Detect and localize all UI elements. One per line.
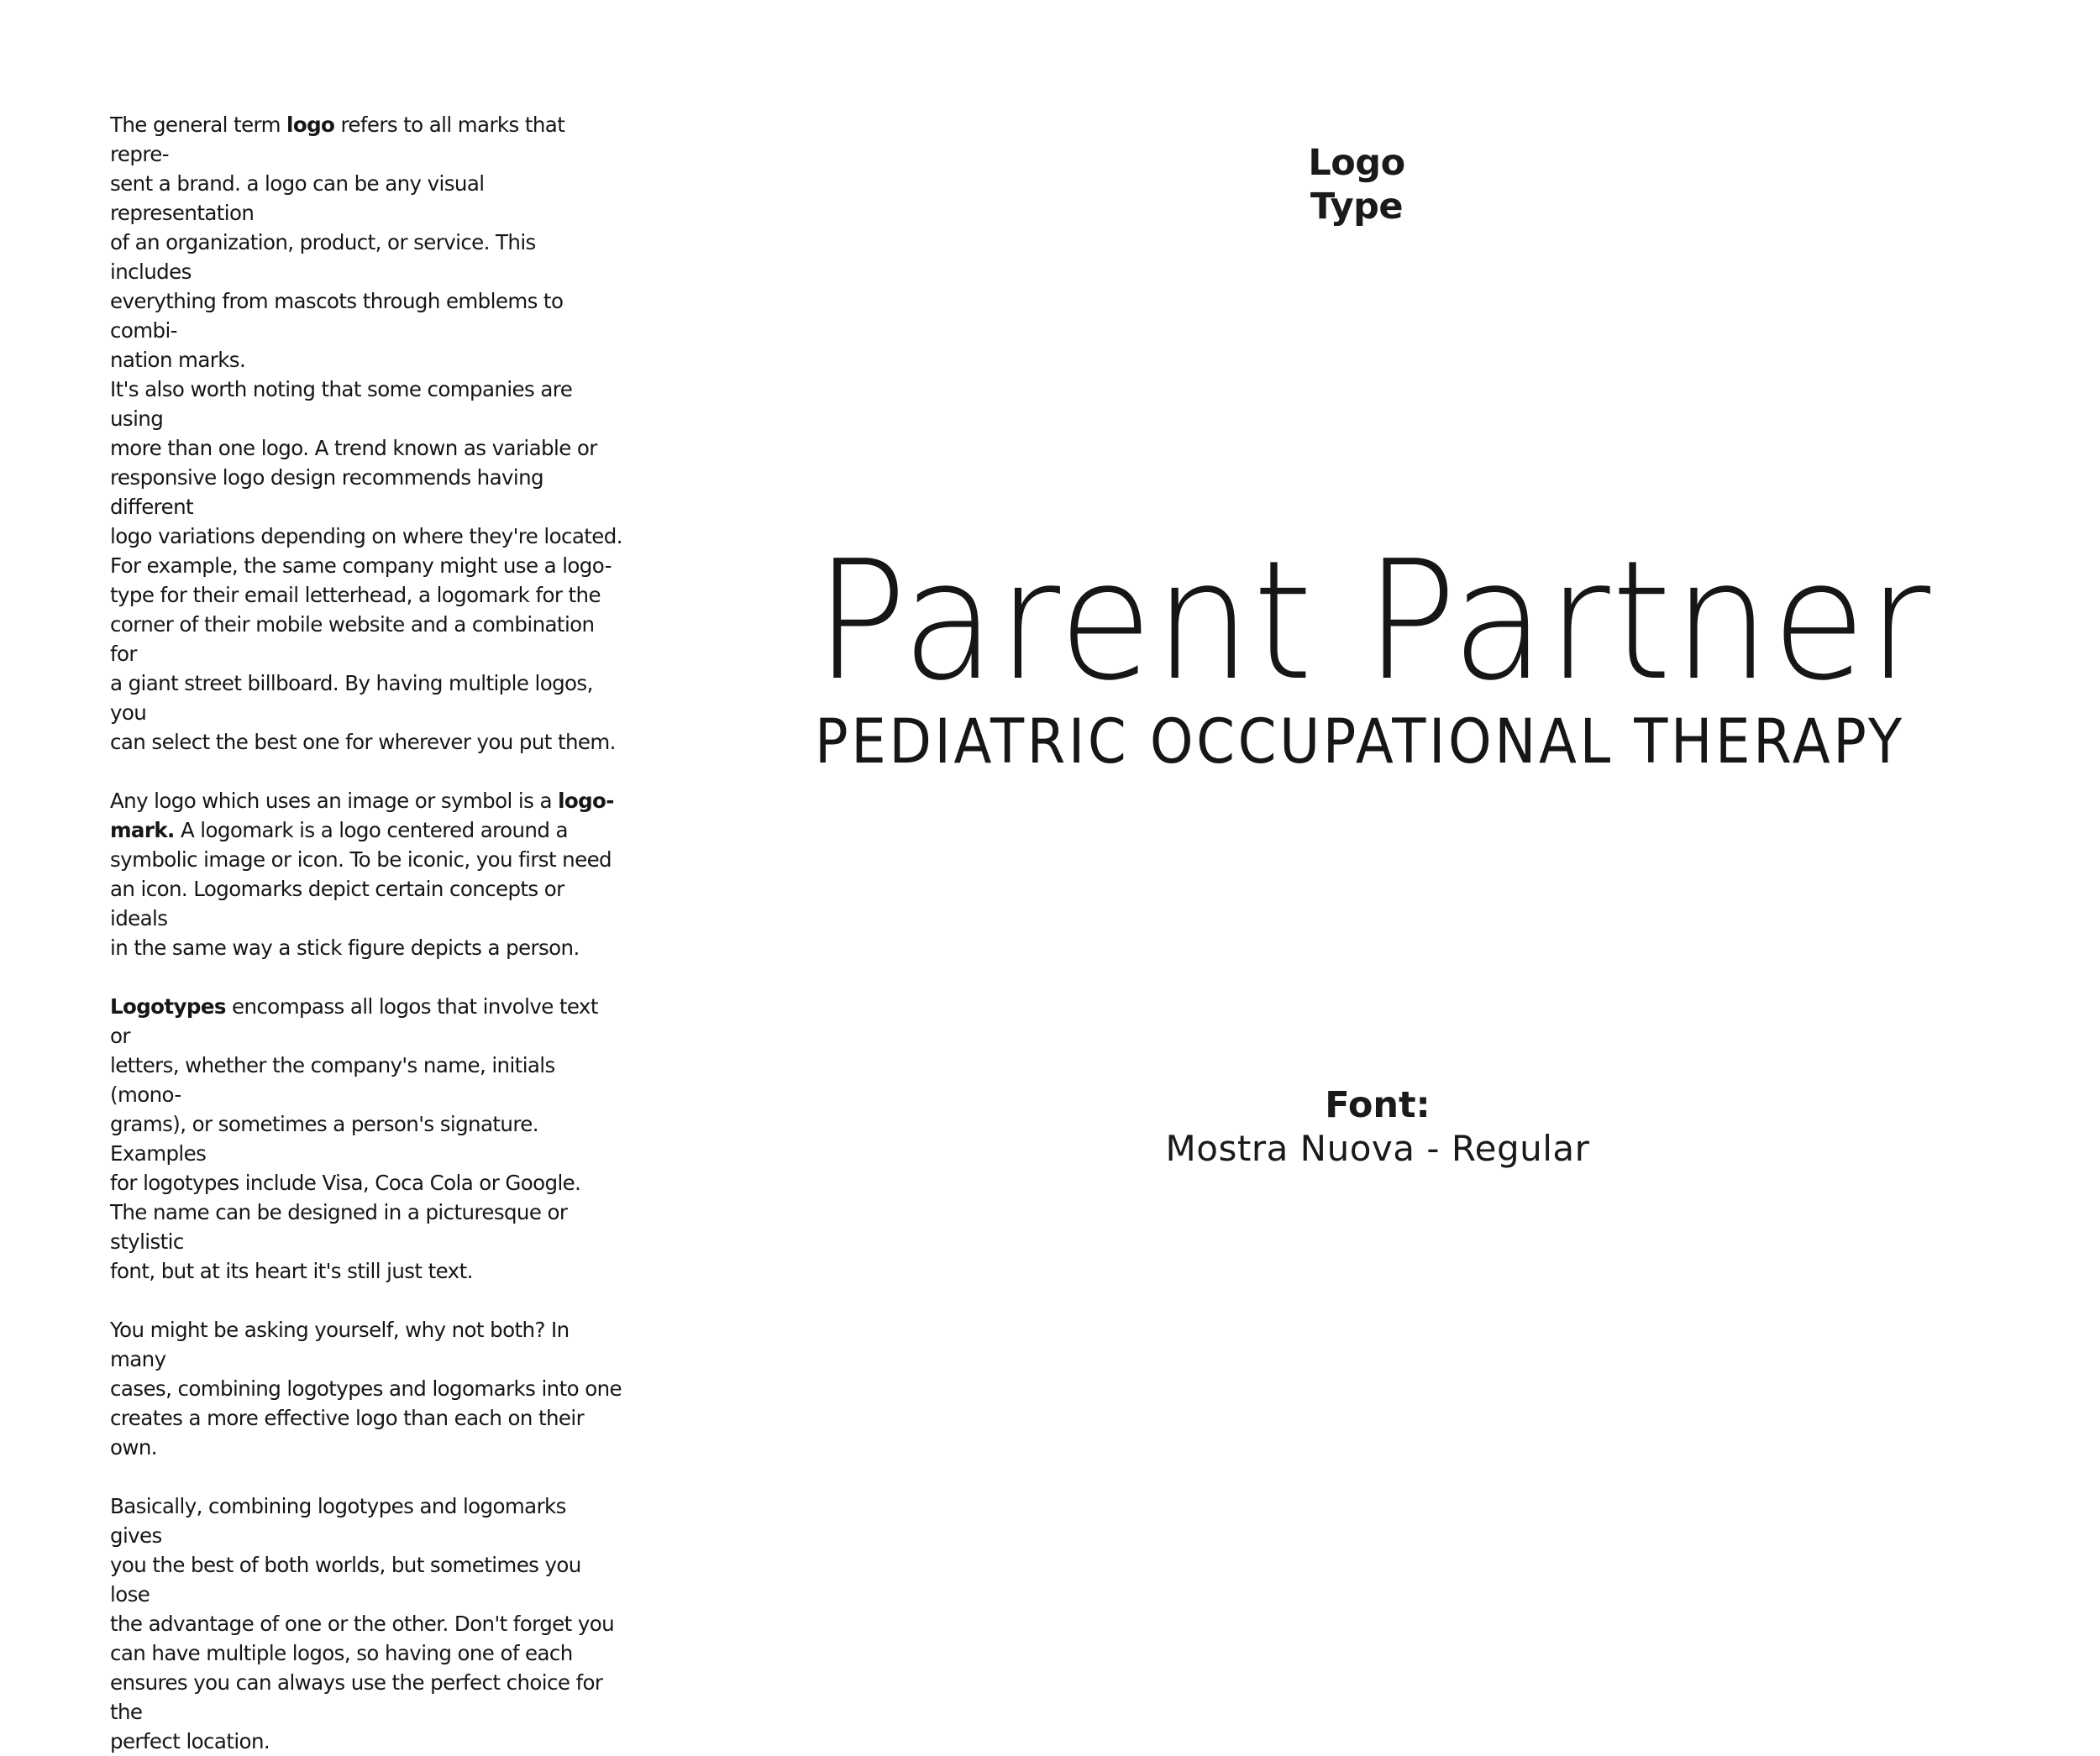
bold-term-logomark-end: mark.: [110, 818, 175, 842]
text-line: can have multiple logos, so having one of each: [110, 1641, 573, 1665]
text-line: in the same way a stick figure depicts a person.: [110, 936, 580, 960]
text-line: more than one logo. A trend known as variable or: [110, 436, 597, 460]
text-line: Basically, combining logotypes and logomarks gives: [110, 1494, 566, 1548]
text-line: It's also worth noting that some companies are using: [110, 377, 573, 431]
text-line: the advantage of one or the other. Don't forget you: [110, 1612, 615, 1636]
paragraph-combination: [110, 1315, 622, 1462]
text-line: a giant street billboard. By having multiple logos, you: [110, 671, 593, 725]
text-line: for logotypes include Visa, Coca Cola or Google.: [110, 1171, 581, 1195]
logo-explainer-text: [110, 110, 622, 1756]
text-line: letters, whether the company's name, initials (mono-: [110, 1053, 555, 1107]
paragraph-conclusion: [110, 1491, 622, 1756]
text-line: perfect location.: [110, 1729, 270, 1753]
text-span: A logomark is a logo centered around a: [174, 818, 568, 842]
text-line: logo variations depending on where they're located.: [110, 524, 622, 548]
text-line: For example, the same company might use a logo-: [110, 553, 612, 578]
logotype: [815, 526, 1932, 778]
text-line: an icon. Logomarks depict certain concepts or ideals: [110, 877, 564, 930]
paragraph-logo-definition: [110, 110, 622, 757]
text-line: symbolic image or icon. To be iconic, you first need: [110, 847, 612, 872]
text-span: Any logo which uses an image or symbol is a: [110, 789, 559, 813]
text-line: grams), or sometimes a person's signature. Examples: [110, 1112, 538, 1166]
text-line: type for their email letterhead, a logomark for the: [110, 583, 601, 607]
text-line: nation marks.: [110, 348, 246, 372]
bold-term-logomark: logo-: [558, 789, 614, 813]
text-line: The name can be designed in a picturesque or stylistic: [110, 1200, 568, 1254]
text-line: sent a brand. a logo can be any visual representation: [110, 171, 485, 225]
text-span: refers to all marks that repre-: [110, 113, 565, 166]
text-line: corner of their mobile website and a combination for: [110, 612, 595, 666]
text-line: font, but at its heart it's still just text.: [110, 1259, 473, 1283]
paragraph-logomark: [110, 786, 622, 962]
text-line: responsive logo design recommends having different: [110, 465, 543, 519]
bold-term-logo: logo: [286, 113, 335, 137]
logo-tagline: PEDIATRIC OCCUPATIONAL THERAPY: [815, 706, 1905, 778]
text-span: encompass all logos that involve text or: [110, 994, 598, 1048]
text-line: everything from mascots through emblems to combi-: [110, 289, 564, 343]
text-line: creates a more effective logo than each on their own.: [110, 1406, 585, 1460]
font-name: Mostra Nuova - Regular: [1165, 1128, 1590, 1169]
font-info: [1117, 1083, 1638, 1171]
text-span: The general term: [110, 113, 287, 137]
bold-term-logotypes: Logotypes: [110, 994, 226, 1019]
paragraph-logotypes: [110, 992, 622, 1286]
text-line: cases, combining logotypes and logomarks into one: [110, 1376, 622, 1401]
text-line: You might be asking yourself, why not both? In many: [110, 1318, 570, 1371]
logo-wordmark: Parent Partner: [815, 526, 1932, 717]
text-line: you the best of both worlds, but sometimes you lose: [110, 1553, 581, 1607]
section-title: Logo Type: [1308, 142, 1405, 228]
text-line: of an organization, product, or service. This includes: [110, 230, 536, 284]
font-label: Font:: [1325, 1084, 1431, 1126]
text-line: ensures you can always use the perfect choice for the: [110, 1670, 603, 1724]
text-line: can select the best one for wherever you put them.: [110, 730, 616, 754]
